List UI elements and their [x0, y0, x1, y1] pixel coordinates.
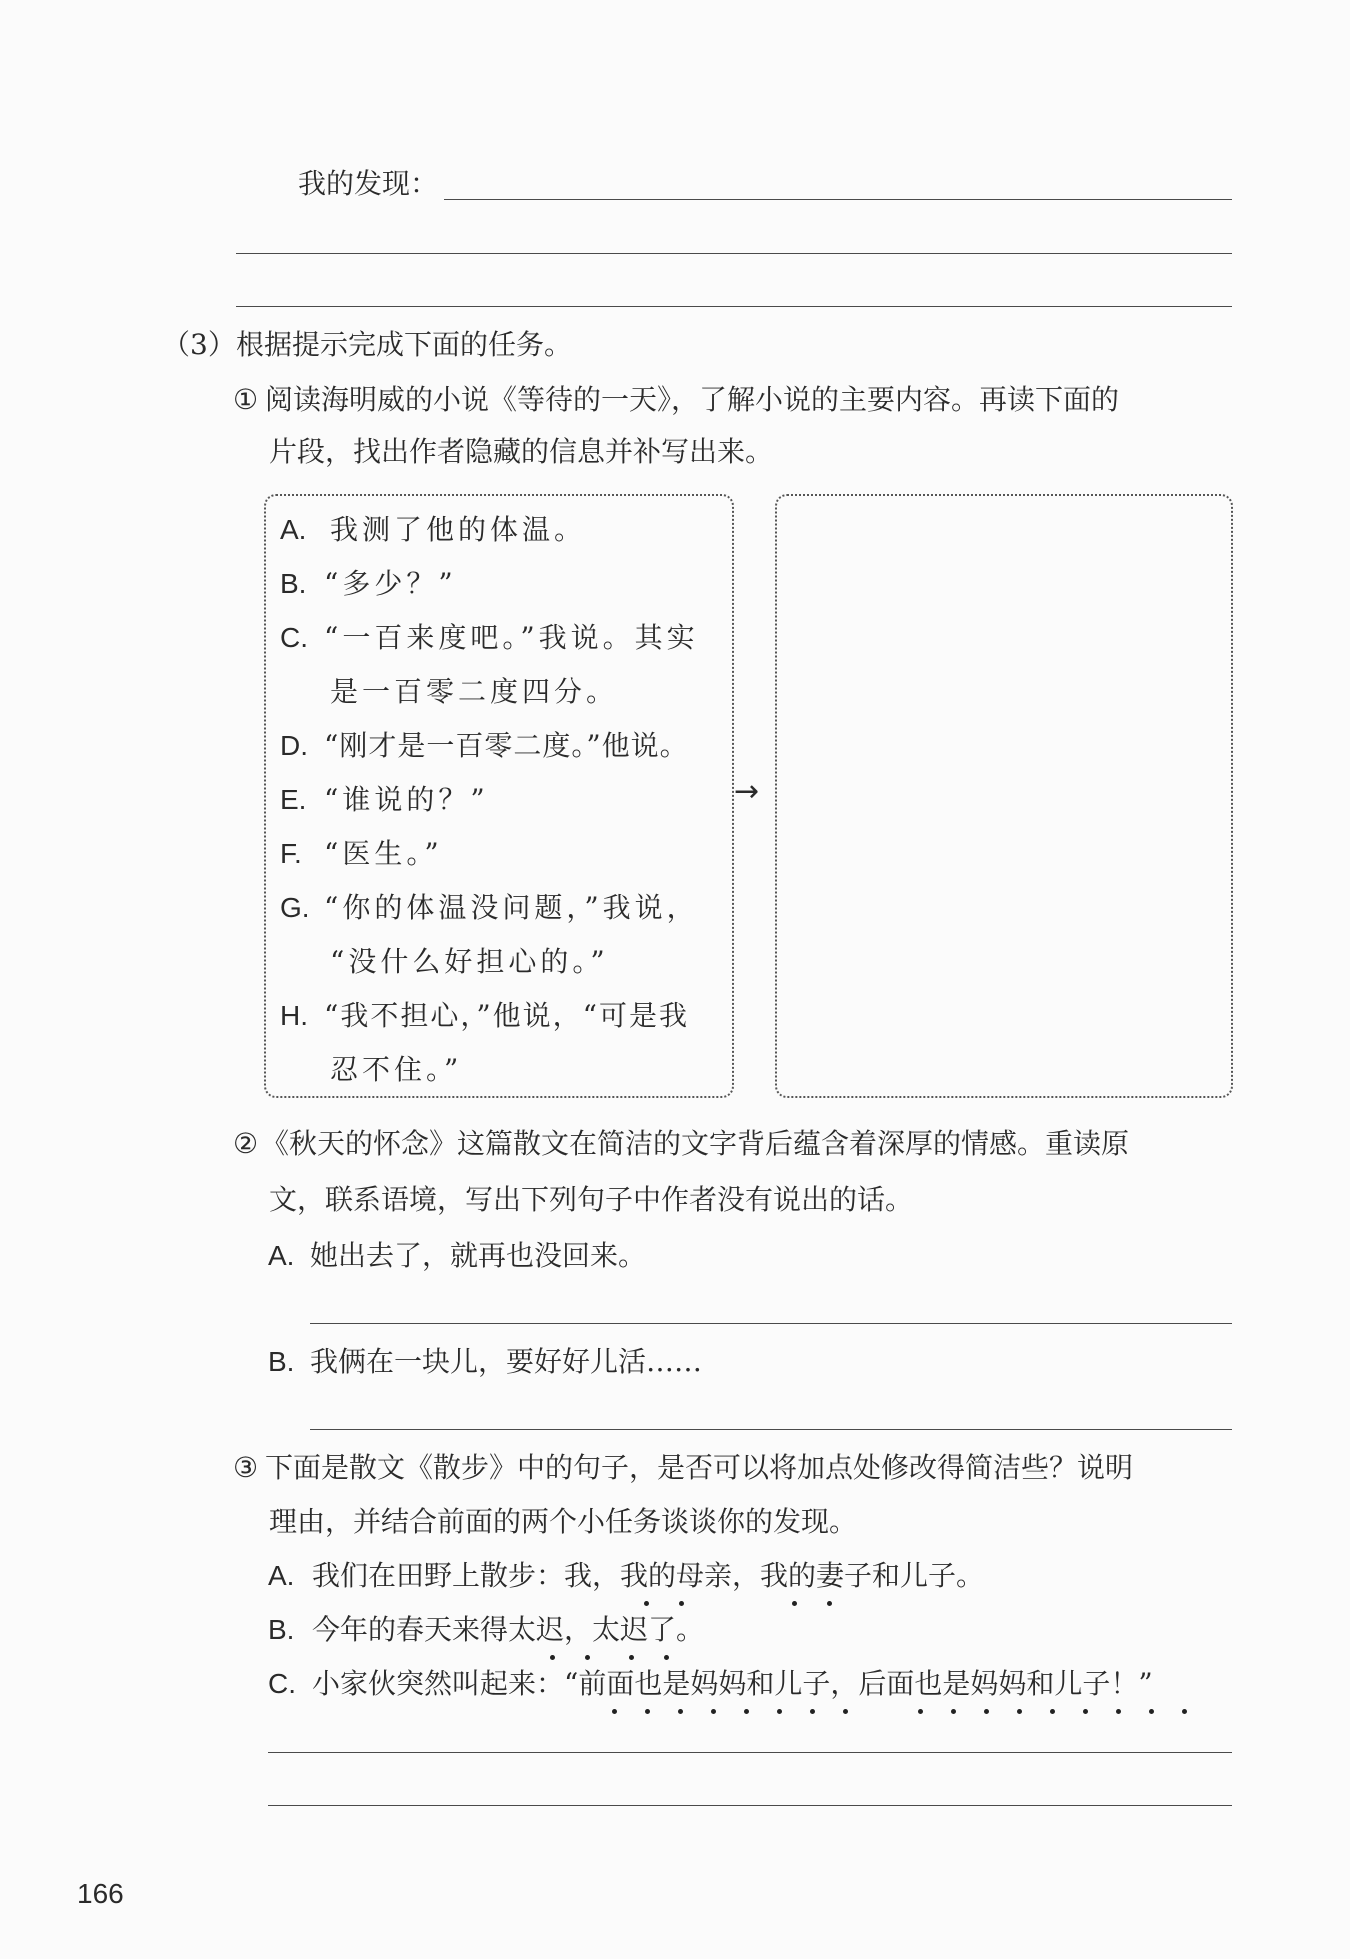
- task3-text-line1: 下面是散文《散步》中的句子，是否可以将加点处修改得简洁些？说明: [265, 1451, 1134, 1484]
- emphasis-dot: [777, 1709, 782, 1714]
- dialogue-c-line1: “一百来度吧。”我说。其实: [324, 621, 699, 654]
- answer-line[interactable]: [310, 1323, 1232, 1324]
- dialogue-d-line: “刚才是一百零二度。”他说。: [324, 729, 689, 762]
- emphasis-dot: [1017, 1709, 1022, 1714]
- dialogue-g-line2: “没什么好担心的。”: [330, 945, 609, 978]
- dialogue-c-label: C.: [280, 622, 308, 653]
- emphasis-dot: [810, 1709, 815, 1714]
- task1-text-line1: 阅读海明威的小说《等待的一天》，了解小说的主要内容。再读下面的: [265, 383, 1120, 416]
- answer-box[interactable]: [775, 494, 1233, 1098]
- task1-number: ①: [233, 383, 259, 416]
- dialogue-c-line2: 是一百零二度四分。: [330, 675, 619, 708]
- emphasis-dot: [585, 1655, 590, 1660]
- emphasis-dot: [711, 1709, 716, 1714]
- task2-a-label: A.: [268, 1240, 295, 1271]
- dialogue-a-line: 我测了他的体温。: [330, 513, 587, 546]
- answer-line[interactable]: [268, 1752, 1232, 1753]
- question-number: （3）: [162, 328, 236, 361]
- task2-text-line1: 《秋天的怀念》这篇散文在简洁的文字背后蕴含着深厚的情感。重读原: [261, 1127, 1130, 1160]
- emphasis-dot: [1050, 1709, 1055, 1714]
- emphasis-dot: [984, 1709, 989, 1714]
- task2-b-label: B.: [268, 1346, 295, 1377]
- dialogue-g-line1: “你的体温没问题，”我说，: [324, 891, 699, 924]
- task3-a-label: A.: [268, 1560, 295, 1591]
- emphasis-dot: [678, 1709, 683, 1714]
- task3-text-line2: 理由，并结合前面的两个小任务谈谈你的发现。: [269, 1505, 858, 1538]
- emphasis-dot: [827, 1601, 832, 1606]
- task3-b-text: 今年的春天来得太迟，太迟了。: [312, 1613, 705, 1646]
- emphasis-dot: [679, 1601, 684, 1606]
- task3-c-label: C.: [268, 1668, 296, 1699]
- dialogue-d-label: D.: [280, 730, 308, 761]
- task1-text-line2: 片段，找出作者隐藏的信息并补写出来。: [269, 435, 774, 468]
- emphasis-dot: [644, 1601, 649, 1606]
- dialogue-box: [264, 494, 734, 1098]
- task3-c-text: 小家伙突然叫起来：“前面也是妈妈和儿子，后面也是妈妈和儿子！”: [312, 1667, 1153, 1700]
- emphasis-dot: [1083, 1709, 1088, 1714]
- answer-line[interactable]: [444, 199, 1232, 200]
- dialogue-f-line: “医生。”: [324, 837, 443, 870]
- emphasis-dot: [1149, 1709, 1154, 1714]
- dialogue-f-label: F.: [280, 838, 302, 869]
- dialogue-a-label: A.: [280, 514, 307, 545]
- dialogue-h-line1: “我不担心，”他说，“可是我: [324, 999, 689, 1032]
- emphasis-dot: [1116, 1709, 1121, 1714]
- dialogue-b-line: “多少？”: [324, 567, 457, 600]
- task2-number: ②: [233, 1127, 259, 1160]
- task3-b-label: B.: [268, 1614, 295, 1645]
- answer-line[interactable]: [236, 306, 1232, 307]
- answer-line[interactable]: [310, 1429, 1232, 1430]
- emphasis-dot: [550, 1655, 555, 1660]
- answer-line[interactable]: [236, 253, 1232, 254]
- discovery-label: 我的发现：: [298, 167, 439, 200]
- emphasis-dot: [645, 1709, 650, 1714]
- emphasis-dot: [918, 1709, 923, 1714]
- emphasis-dot: [843, 1709, 848, 1714]
- dialogue-e-label: E.: [280, 784, 307, 815]
- dialogue-e-line: “谁说的？”: [324, 783, 489, 816]
- emphasis-dot: [664, 1655, 669, 1660]
- dialogue-h-line2: 忍不住。”: [330, 1053, 463, 1086]
- emphasis-dot: [629, 1655, 634, 1660]
- emphasis-dot: [612, 1709, 617, 1714]
- page-number: 166: [77, 1878, 124, 1909]
- question-title: 根据提示完成下面的任务。: [236, 328, 573, 361]
- task2-a-text: 她出去了，就再也没回来。: [310, 1239, 647, 1272]
- dialogue-h-label: H.: [280, 1000, 308, 1031]
- emphasis-dot: [744, 1709, 749, 1714]
- dialogue-b-label: B.: [280, 568, 307, 599]
- task2-b-text: 我俩在一块儿，要好好儿活……: [310, 1345, 703, 1378]
- emphasis-dot: [792, 1601, 797, 1606]
- emphasis-dot: [1182, 1709, 1187, 1714]
- answer-line[interactable]: [268, 1805, 1232, 1806]
- task3-number: ③: [233, 1451, 259, 1484]
- task2-text-line2: 文，联系语境，写出下列句子中作者没有说出的话。: [269, 1183, 914, 1216]
- dialogue-g-label: G.: [280, 892, 310, 923]
- arrow-icon: →: [734, 774, 760, 809]
- emphasis-dot: [951, 1709, 956, 1714]
- task3-a-text: 我们在田野上散步：我，我的母亲，我的妻子和儿子。: [312, 1559, 985, 1592]
